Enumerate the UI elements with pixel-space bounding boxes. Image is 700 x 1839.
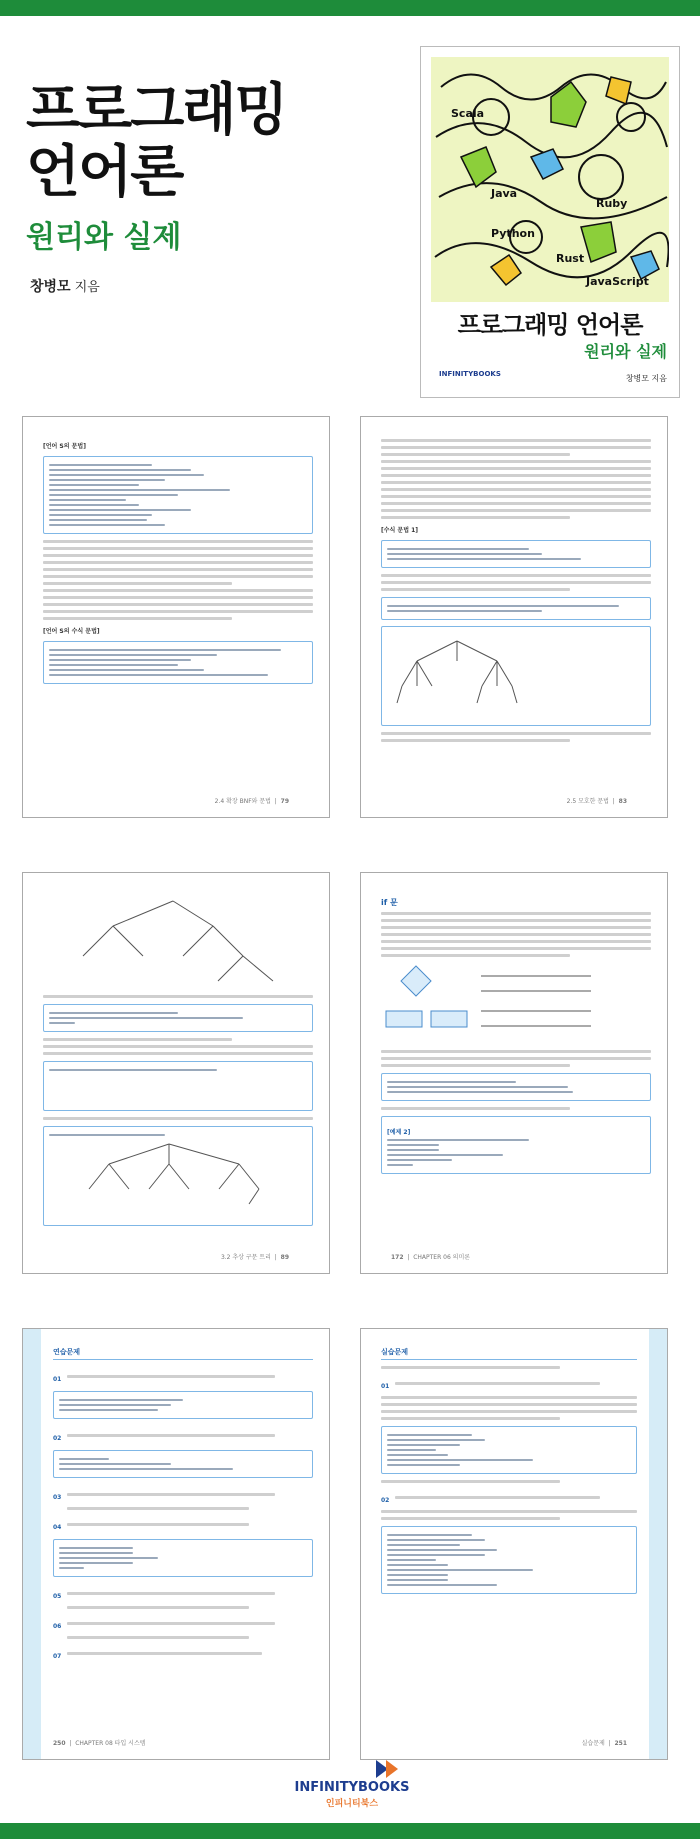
book-subtitle: 원리와 실제 — [26, 220, 182, 255]
cover-word-scala: Scala — [451, 107, 485, 120]
preview-page-89 — [22, 872, 330, 1274]
parse-tree-figure — [381, 626, 651, 726]
code-box — [381, 1426, 637, 1474]
page-footer-label: 3.2 추상 구문 트리 — [220, 1254, 271, 1261]
page-footer: 3.2 추상 구문 트리 | 89 — [220, 1254, 289, 1261]
book-title-line1: 프로그래밍 — [26, 78, 287, 143]
page-footer-label: CHAPTER 08 타입 시스템 — [75, 1740, 146, 1747]
cover-publisher: INFINITYBOOKS — [439, 370, 501, 378]
author-name: 창병모 — [30, 279, 71, 295]
code-box — [53, 1391, 313, 1419]
code-box — [381, 1073, 651, 1101]
cover-author: 창병모 지음 — [625, 374, 667, 383]
preview-page-251: 실습문제 01 02 실습문제 | 251 — [360, 1328, 668, 1760]
page-subheading: [수식 문법 1] — [381, 527, 419, 534]
cover-word-javascript: JavaScript — [586, 275, 649, 288]
book-cover-image — [420, 46, 680, 398]
bottom-accent-bar — [0, 1823, 700, 1839]
practice-heading: 실습문제 — [381, 1347, 637, 1360]
code-box — [43, 456, 313, 534]
page-subheading: [언어 S의 수식 문법] — [43, 628, 100, 635]
page-number: 89 — [280, 1254, 289, 1261]
page-side-strip — [649, 1329, 667, 1759]
page-number: 251 — [614, 1740, 627, 1747]
book-title-block — [26, 80, 286, 256]
exercise-heading: 연습문제 — [53, 1347, 313, 1360]
if-flowchart — [381, 961, 651, 1046]
page-footer: 2.4 확장 BNF와 문법 | 79 — [214, 798, 289, 805]
page-footer: 실습문제 | 251 — [581, 1740, 627, 1747]
code-box — [43, 1061, 313, 1111]
preview-page-79 — [22, 416, 330, 818]
ast-diagram — [43, 891, 293, 991]
page-footer-label: 실습문제 — [581, 1740, 605, 1747]
page-heading: if 문 — [381, 898, 398, 907]
code-box — [53, 1450, 313, 1478]
publisher-name-korean: 인피니티북스 — [325, 1799, 379, 1809]
preview-page-83 — [360, 416, 668, 818]
page-footer-label: CHAPTER 06 의미론 — [413, 1254, 471, 1261]
page-number: 172 — [391, 1254, 404, 1261]
preview-page-250: 연습문제 01 02 03 04 05 06 07 250 | CHAPTER 08 타입 시스템 — [22, 1328, 330, 1760]
example-box — [381, 1116, 651, 1174]
cover-title: 프로그래밍 언어론 — [457, 311, 643, 339]
page-heading: [언어 S의 문법] — [43, 443, 86, 450]
code-box — [381, 540, 651, 568]
page-number: 83 — [618, 798, 627, 805]
parse-tree-diagram — [387, 631, 637, 711]
cover-subtitle: 원리와 실제 — [584, 342, 667, 361]
page-number: 250 — [53, 1740, 66, 1747]
cover-doodle-art — [431, 57, 669, 302]
preview-page-172 — [360, 872, 668, 1274]
ast-diagram-2 — [49, 1139, 299, 1209]
ast-tree-figure — [43, 891, 313, 991]
page-footer: 2.5 모호한 문법 | 83 — [566, 798, 627, 805]
cover-word-python: Python — [491, 227, 535, 240]
example-label: [예제 2] — [387, 1129, 411, 1136]
page-number: 79 — [280, 798, 289, 805]
page-footer: 250 | CHAPTER 08 타입 시스템 — [53, 1740, 146, 1747]
code-box — [43, 641, 313, 684]
page-footer-label: 2.5 모호한 문법 — [566, 798, 609, 805]
top-accent-bar — [0, 0, 700, 16]
publisher-logo-icon — [374, 1758, 400, 1780]
cover-illustration — [431, 57, 669, 302]
book-title-line2: 언어론 — [26, 140, 183, 205]
ast-figure-box — [43, 1126, 313, 1226]
code-box — [43, 1004, 313, 1032]
book-author — [30, 276, 100, 296]
page-side-strip — [23, 1329, 41, 1759]
cover-word-java: Java — [491, 187, 518, 200]
code-box — [53, 1539, 313, 1577]
page-footer: 172 | CHAPTER 06 의미론 — [391, 1254, 471, 1261]
author-suffix: 지음 — [74, 280, 100, 295]
code-box — [381, 1526, 637, 1594]
cover-word-ruby: Ruby — [596, 197, 628, 210]
publisher-logo — [282, 1758, 422, 1808]
cover-word-rust: Rust — [556, 252, 585, 265]
publisher-name: INFINITYBOOKS — [294, 1780, 410, 1795]
code-box — [381, 597, 651, 620]
flowchart-figure — [381, 961, 651, 1046]
page-footer-label: 2.4 확장 BNF와 문법 — [214, 798, 271, 805]
